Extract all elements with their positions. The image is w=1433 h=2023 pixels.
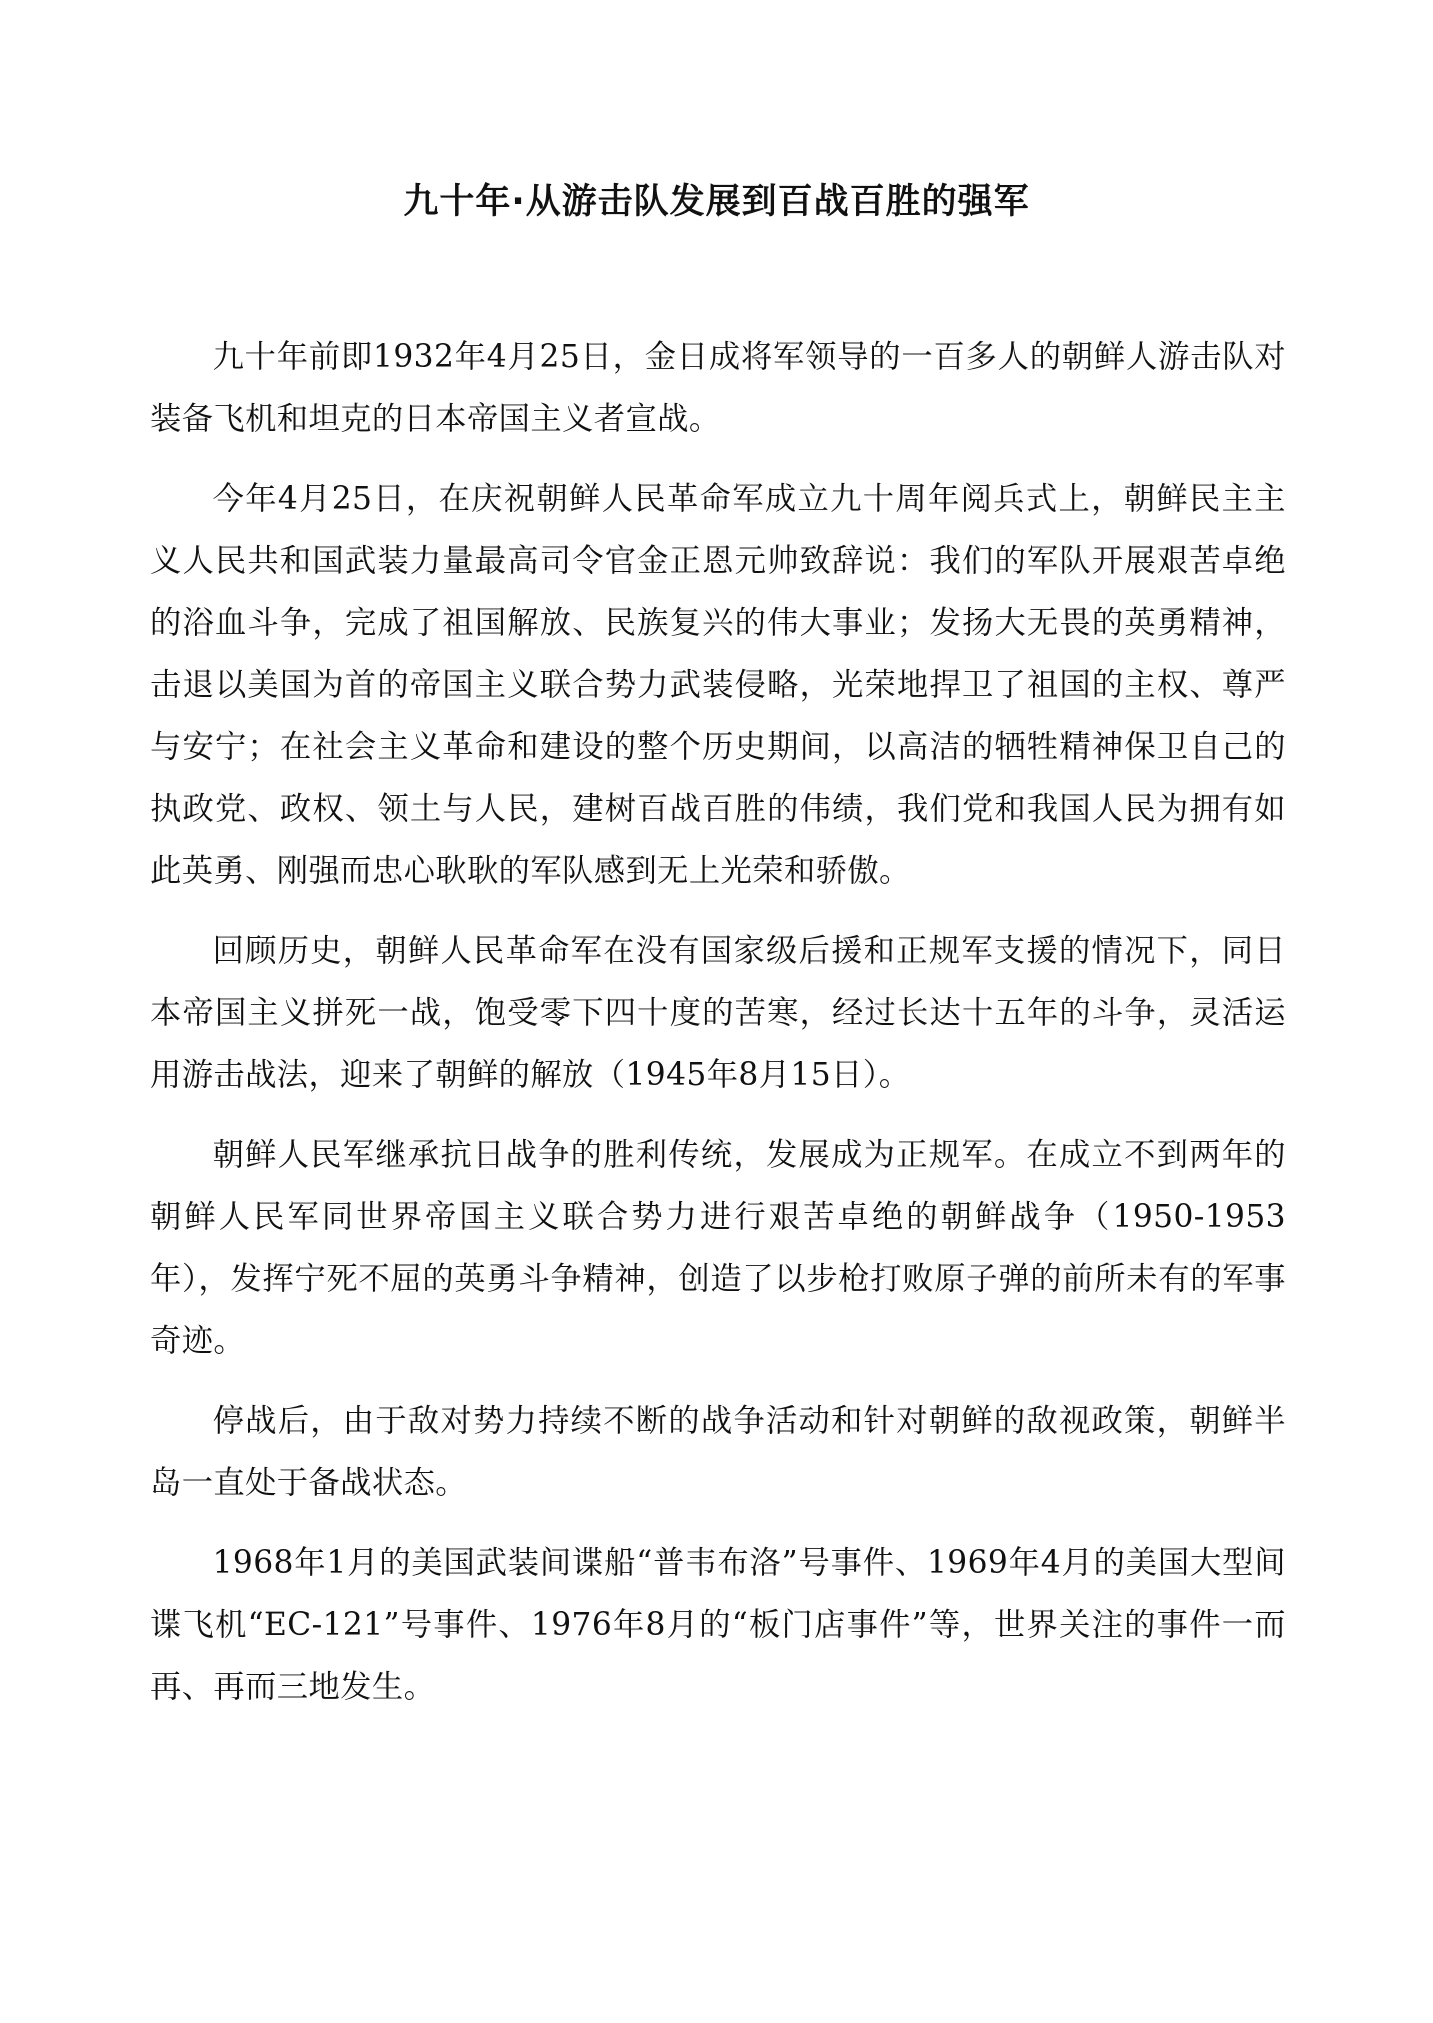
document-body: [150, 326, 1286, 1736]
paragraph: 回顾历史，朝鲜人民革命军在没有国家级后援和正规军支援的情况下，同日本帝国主义拼死一战，饱受零下四十度的苦寒，经过长达十五年的斗争，灵活运用游击战法，迎来了朝鲜的解放（1945年8月15日）。: [150, 933, 1286, 1093]
paragraph: 朝鲜人民军继承抗日战争的胜利传统，发展成为正规军。在成立不到两年的朝鲜人民军同世界帝国主义联合势力进行艰苦卓绝的朝鲜战争（1950-1953年），发挥宁死不屈的英勇斗争精神，创造了以步枪打败原子弹的前所未有的军事奇迹。: [150, 1137, 1286, 1359]
paragraph: 今年4月25日，在庆祝朝鲜人民革命军成立九十周年阅兵式上，朝鲜民主主义人民共和国武装力量最高司令官金正恩元帅致辞说：我们的军队开展艰苦卓绝的浴血斗争，完成了祖国解放、民族复兴的伟大事业；发扬大无畏的英勇精神，击退以美国为首的帝国主义联合势力武装侵略，光荣地捍卫了祖国的主权、尊严与安宁；在社会主义革命和建设的整个历史期间，以高洁的牺牲精神保卫自己的执政党、政权、领土与人民，建树百战百胜的伟绩，我们党和我国人民为拥有如此英勇、刚强而忠心耿耿的军队感到无上光荣和骄傲。: [150, 481, 1286, 889]
paragraph: 1968年1月的美国武装间谍船“普韦布洛”号事件、1969年4月的美国大型间谍飞机“EC-121”号事件、1976年8月的“板门店事件”等，世界关注的事件一而再、再而三地发生。: [150, 1545, 1286, 1705]
paragraph: 停战后，由于敌对势力持续不断的战争活动和针对朝鲜的敌视政策，朝鲜半岛一直处于备战状态。: [150, 1403, 1286, 1501]
document-title: 九十年·从游击队发展到百战百胜的强军: [403, 182, 1030, 222]
paragraph: 九十年前即1932年4月25日，金日成将军领导的一百多人的朝鲜人游击队对装备飞机和坦克的日本帝国主义者宣战。: [150, 339, 1286, 437]
